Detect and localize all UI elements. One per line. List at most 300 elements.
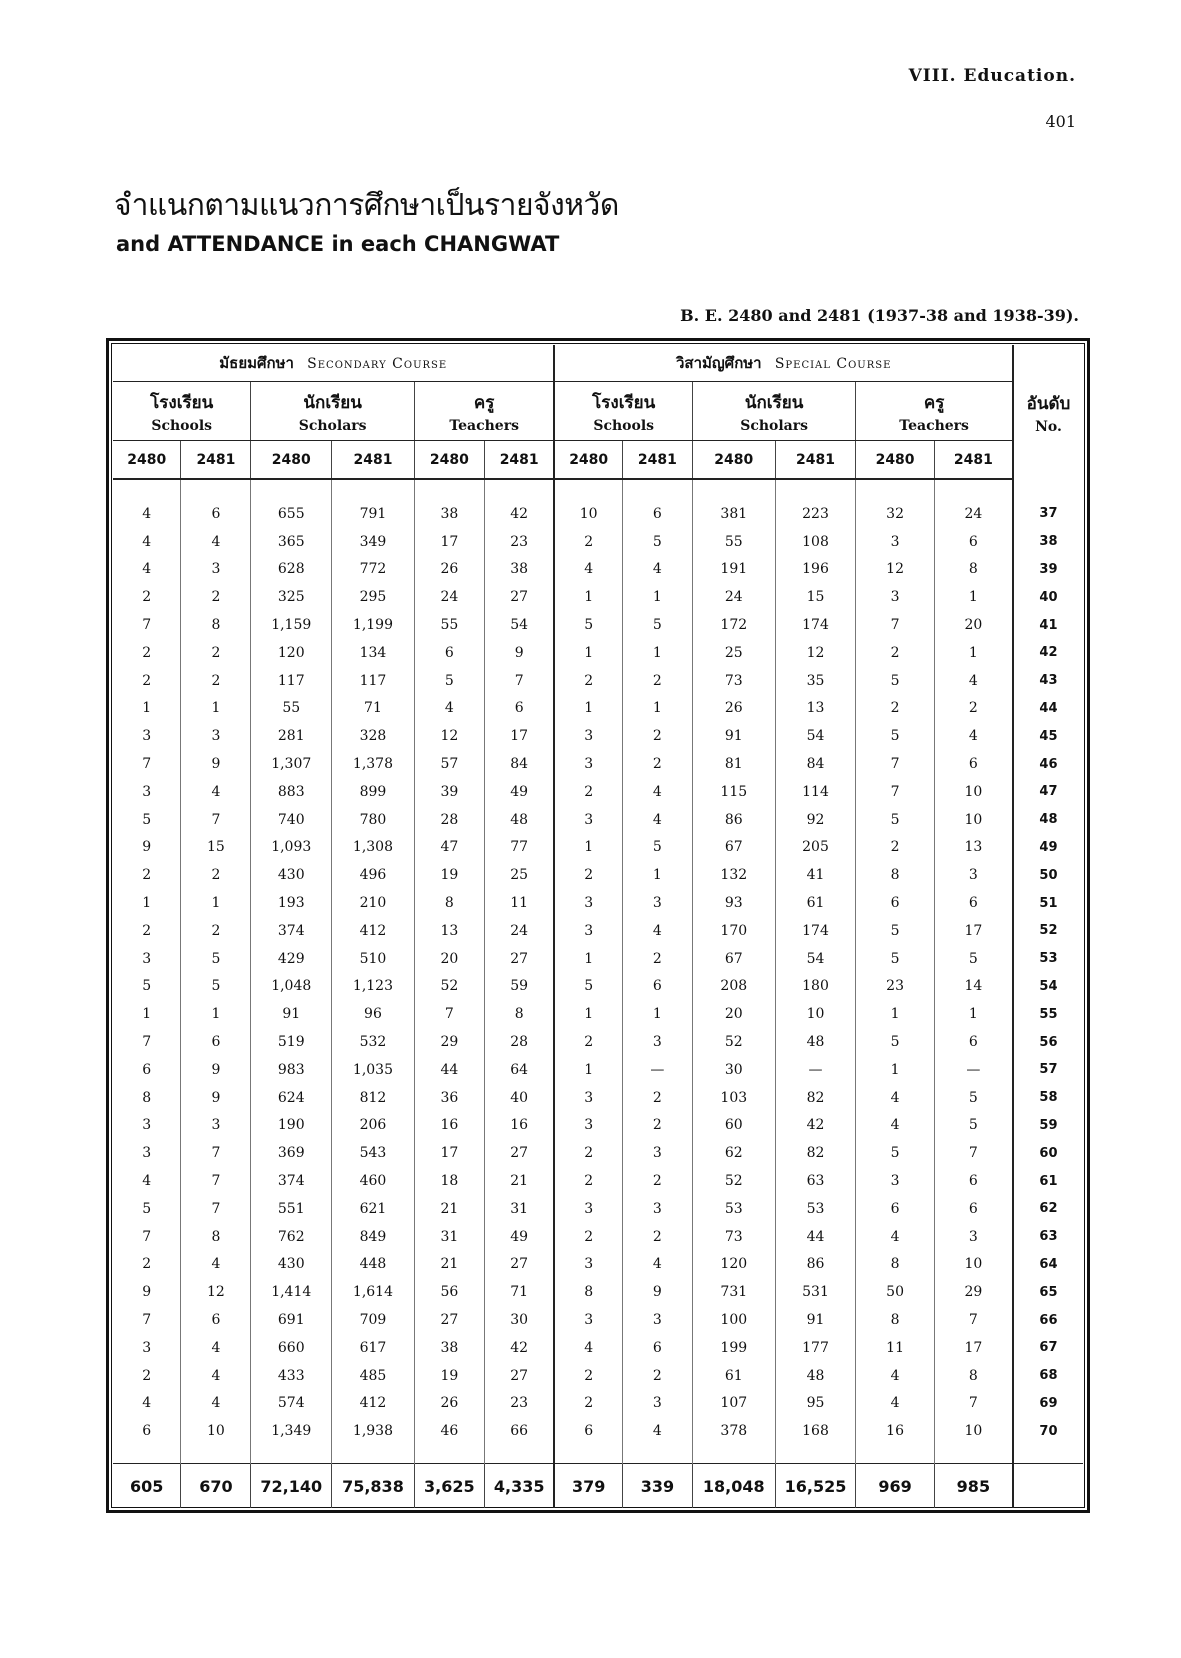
table-cell: 6 — [934, 889, 1013, 917]
table-cell: 780 — [332, 806, 415, 834]
table-cell: 108 — [775, 528, 856, 556]
table-row — [113, 1417, 1083, 1445]
table-cell: 2 — [181, 667, 251, 695]
subhead-secondary-scholars — [251, 382, 414, 441]
table-row — [113, 1390, 1083, 1418]
table-cell: 983 — [251, 1056, 332, 1084]
table-cell: 57 — [414, 750, 484, 778]
statistics-table-frame — [106, 338, 1090, 1513]
table-cell: 7 — [484, 667, 554, 695]
table-cell: 531 — [775, 1278, 856, 1306]
table-cell: 168 — [775, 1417, 856, 1445]
table-cell: 41 — [775, 861, 856, 889]
table-cell: 92 — [775, 806, 856, 834]
table-cell: 5 — [622, 611, 692, 639]
table-cell: 4 — [181, 1362, 251, 1390]
table-cell: 4 — [113, 1390, 181, 1418]
table-cell: 7 — [113, 1028, 181, 1056]
table-cell: 8 — [414, 889, 484, 917]
table-cell: 59 — [484, 973, 554, 1001]
subhead-thai: โรงเรียน — [592, 392, 656, 413]
table-cell: 208 — [692, 973, 775, 1001]
table-cell: 42 — [775, 1112, 856, 1140]
group-head-secondary — [113, 345, 554, 382]
spacer-cell — [414, 479, 484, 500]
subhead-secondary-schools — [113, 382, 251, 441]
table-cell: 4 — [622, 1417, 692, 1445]
table-cell: 2 — [622, 667, 692, 695]
table-cell: 2 — [622, 1084, 692, 1112]
table-cell: 5 — [113, 973, 181, 1001]
table-cell: 31 — [484, 1195, 554, 1223]
table-cell: 1,199 — [332, 611, 415, 639]
table-cell: 1,093 — [251, 834, 332, 862]
table-row — [113, 1112, 1083, 1140]
table-cell: 6 — [484, 695, 554, 723]
table-cell: 1,349 — [251, 1417, 332, 1445]
table-row — [113, 722, 1083, 750]
spacer-cell — [251, 1445, 332, 1464]
table-cell: 39 — [414, 778, 484, 806]
table-cell: 740 — [251, 806, 332, 834]
table-cell: 1 — [554, 583, 622, 611]
row-number: 37 — [1013, 500, 1083, 528]
row-number: 56 — [1013, 1028, 1083, 1056]
table-cell: 2 — [856, 639, 935, 667]
table-cell: 3 — [113, 778, 181, 806]
table-cell: 17 — [484, 722, 554, 750]
row-number: 58 — [1013, 1084, 1083, 1112]
table-cell: 16 — [414, 1112, 484, 1140]
table-row — [113, 1028, 1083, 1056]
year-head: 2481 — [332, 441, 415, 480]
table-cell: 2 — [181, 583, 251, 611]
table-cell: 23 — [856, 973, 935, 1001]
table-cell: 6 — [934, 1167, 1013, 1195]
table-cell: 5 — [934, 945, 1013, 973]
table-row — [113, 1195, 1083, 1223]
table-cell: 25 — [484, 861, 554, 889]
title-thai: จำแนกตามแนวการศึกษาเป็นรายจังหวัด — [114, 188, 619, 223]
table-cell: 8 — [554, 1278, 622, 1306]
table-cell: 6 — [856, 889, 935, 917]
table-cell: 4 — [934, 722, 1013, 750]
table-cell: 1,614 — [332, 1278, 415, 1306]
row-number: 60 — [1013, 1139, 1083, 1167]
table-cell: 27 — [484, 1362, 554, 1390]
table-cell: 849 — [332, 1223, 415, 1251]
year-header-row — [113, 441, 1083, 480]
table-cell: 8 — [856, 1306, 935, 1334]
table-row — [113, 1278, 1083, 1306]
table-cell: 16 — [856, 1417, 935, 1445]
table-cell: 628 — [251, 556, 332, 584]
table-row — [113, 1334, 1083, 1362]
table-cell: 10 — [775, 1000, 856, 1028]
spacer-cell — [934, 1445, 1013, 1464]
table-cell: 2 — [113, 1362, 181, 1390]
table-cell: 4 — [622, 1251, 692, 1279]
table-cell: 48 — [775, 1362, 856, 1390]
table-cell: 210 — [332, 889, 415, 917]
spacer-cell — [622, 479, 692, 500]
table-cell: 3 — [856, 528, 935, 556]
table-cell: 48 — [775, 1028, 856, 1056]
table-cell: — — [775, 1056, 856, 1084]
table-cell: 3 — [622, 889, 692, 917]
table-cell: 4 — [113, 528, 181, 556]
subhead-thai: ครู — [473, 392, 495, 413]
table-cell: 1,414 — [251, 1278, 332, 1306]
table-cell: 38 — [414, 1334, 484, 1362]
row-number: 52 — [1013, 917, 1083, 945]
table-cell: 91 — [251, 1000, 332, 1028]
table-row — [113, 834, 1083, 862]
table-cell: 1,035 — [332, 1056, 415, 1084]
table-cell: 460 — [332, 1167, 415, 1195]
table-cell: 11 — [856, 1334, 935, 1362]
year-head: 2481 — [775, 441, 856, 480]
table-cell: 3 — [113, 722, 181, 750]
table-cell: 429 — [251, 945, 332, 973]
table-row — [113, 667, 1083, 695]
table-cell: 15 — [181, 834, 251, 862]
table-cell: 2 — [622, 722, 692, 750]
table-cell: 1,938 — [332, 1417, 415, 1445]
table-cell: 9 — [181, 750, 251, 778]
table-cell: 5 — [856, 945, 935, 973]
table-cell: 170 — [692, 917, 775, 945]
table-cell: 365 — [251, 528, 332, 556]
table-cell: 7 — [856, 750, 935, 778]
table-cell: 3 — [622, 1139, 692, 1167]
table-cell: 42 — [484, 500, 554, 528]
total-cell: 18,048 — [692, 1464, 775, 1509]
table-cell: 7 — [856, 611, 935, 639]
table-cell: 10 — [181, 1417, 251, 1445]
table-cell: 61 — [692, 1362, 775, 1390]
table-cell: 13 — [934, 834, 1013, 862]
table-cell: 4 — [856, 1362, 935, 1390]
table-cell: 281 — [251, 722, 332, 750]
table-cell: 84 — [484, 750, 554, 778]
table-cell: 1,159 — [251, 611, 332, 639]
table-cell: 8 — [181, 1223, 251, 1251]
subhead-thai: โรงเรียน — [150, 392, 214, 413]
subhead-special-schools — [554, 382, 692, 441]
table-cell: 55 — [251, 695, 332, 723]
table-cell: 1 — [181, 1000, 251, 1028]
group-thai-special: วิสามัญศึกษา — [676, 354, 762, 372]
table-cell: 28 — [414, 806, 484, 834]
subhead-english: Scholars — [298, 417, 367, 434]
page-number: 401 — [1045, 112, 1076, 131]
table-cell: 44 — [775, 1223, 856, 1251]
table-cell: 6 — [554, 1417, 622, 1445]
table-cell: 4 — [856, 1112, 935, 1140]
spacer-cell — [775, 1445, 856, 1464]
table-cell: 485 — [332, 1362, 415, 1390]
table-cell: 1 — [934, 583, 1013, 611]
row-number: 65 — [1013, 1278, 1083, 1306]
table-cell: 196 — [775, 556, 856, 584]
year-head: 2481 — [622, 441, 692, 480]
table-cell: 172 — [692, 611, 775, 639]
row-number: 68 — [1013, 1362, 1083, 1390]
number-column-head — [1013, 345, 1083, 479]
table-cell: 12 — [775, 639, 856, 667]
table-cell: 96 — [332, 1000, 415, 1028]
table-cell: 114 — [775, 778, 856, 806]
table-cell: 4 — [181, 778, 251, 806]
table-cell: 1 — [622, 1000, 692, 1028]
table-cell: 174 — [775, 611, 856, 639]
table-cell: 55 — [414, 611, 484, 639]
subhead-english: Scholars — [740, 417, 809, 434]
table-cell: 2 — [554, 778, 622, 806]
table-cell: 62 — [692, 1139, 775, 1167]
table-cell: 24 — [692, 583, 775, 611]
table-cell: 349 — [332, 528, 415, 556]
table-cell: 73 — [692, 667, 775, 695]
table-cell: 177 — [775, 1334, 856, 1362]
table-row — [113, 611, 1083, 639]
table-cell: 412 — [332, 1390, 415, 1418]
table-cell: 8 — [181, 611, 251, 639]
table-cell: 10 — [934, 806, 1013, 834]
table-cell: 206 — [332, 1112, 415, 1140]
spacer-cell — [1013, 1445, 1083, 1464]
table-cell: 5 — [181, 945, 251, 973]
row-number: 54 — [1013, 973, 1083, 1001]
table-cell: 82 — [775, 1084, 856, 1112]
table-cell: 5 — [856, 722, 935, 750]
table-cell: 38 — [484, 556, 554, 584]
table-cell: 1 — [554, 695, 622, 723]
table-cell: 3 — [622, 1195, 692, 1223]
table-cell: 6 — [856, 1195, 935, 1223]
table-cell: 3 — [181, 1112, 251, 1140]
table-cell: 899 — [332, 778, 415, 806]
table-cell: 7 — [934, 1390, 1013, 1418]
table-cell: 21 — [414, 1251, 484, 1279]
table-cell: 56 — [414, 1278, 484, 1306]
table-cell: 50 — [856, 1278, 935, 1306]
table-cell: 4 — [113, 1167, 181, 1195]
totals-row — [113, 1464, 1083, 1509]
subhead-english: Schools — [151, 417, 213, 434]
table-row — [113, 500, 1083, 528]
table-row — [113, 1139, 1083, 1167]
table-cell: 36 — [414, 1084, 484, 1112]
table-cell: 5 — [856, 917, 935, 945]
row-number: 57 — [1013, 1056, 1083, 1084]
table-cell: 27 — [414, 1306, 484, 1334]
row-number: 46 — [1013, 750, 1083, 778]
group-english-secondary: Secondary Course — [307, 356, 448, 372]
total-cell: 969 — [856, 1464, 935, 1509]
title-english: and ATTENDANCE in each CHANGWAT — [116, 232, 560, 256]
table-cell: 4 — [622, 556, 692, 584]
table-cell: 1 — [113, 1000, 181, 1028]
table-cell: 3 — [554, 1084, 622, 1112]
table-cell: 731 — [692, 1278, 775, 1306]
total-cell: 4,335 — [484, 1464, 554, 1509]
table-cell: 86 — [775, 1251, 856, 1279]
table-cell: 3 — [622, 1028, 692, 1056]
table-cell: 5 — [181, 973, 251, 1001]
table-cell: 7 — [181, 1167, 251, 1195]
table-cell: 7 — [181, 1139, 251, 1167]
table-cell: 8 — [934, 556, 1013, 584]
table-cell: 1 — [554, 945, 622, 973]
year-head: 2481 — [181, 441, 251, 480]
table-cell: 4 — [856, 1390, 935, 1418]
table-cell: 2 — [554, 1223, 622, 1251]
table-cell: 2 — [181, 917, 251, 945]
row-number: 69 — [1013, 1390, 1083, 1418]
table-cell: 5 — [856, 806, 935, 834]
table-cell: 2 — [554, 667, 622, 695]
table-cell: 883 — [251, 778, 332, 806]
table-cell: 8 — [856, 861, 935, 889]
table-cell: 1 — [181, 695, 251, 723]
table-cell: 3 — [934, 861, 1013, 889]
table-cell: 52 — [692, 1028, 775, 1056]
table-cell: 3 — [181, 722, 251, 750]
table-cell: 510 — [332, 945, 415, 973]
table-cell: 2 — [934, 695, 1013, 723]
table-cell: 3 — [554, 1112, 622, 1140]
table-cell: 3 — [856, 1167, 935, 1195]
table-cell: 412 — [332, 917, 415, 945]
table-cell: 24 — [484, 917, 554, 945]
table-cell: 7 — [113, 1306, 181, 1334]
table-cell: 193 — [251, 889, 332, 917]
table-cell: 71 — [332, 695, 415, 723]
table-cell: 19 — [414, 1362, 484, 1390]
table-cell: 1,048 — [251, 973, 332, 1001]
table-cell: 9 — [484, 639, 554, 667]
table-row — [113, 889, 1083, 917]
table-cell: 5 — [414, 667, 484, 695]
table-cell: 63 — [775, 1167, 856, 1195]
table-cell: 812 — [332, 1084, 415, 1112]
table-cell: 52 — [414, 973, 484, 1001]
table-cell: 5 — [113, 806, 181, 834]
table-cell: 16 — [484, 1112, 554, 1140]
table-cell: 4 — [181, 1334, 251, 1362]
table-cell: 6 — [934, 1028, 1013, 1056]
table-cell: 7 — [934, 1139, 1013, 1167]
table-cell: 54 — [484, 611, 554, 639]
table-cell: 762 — [251, 1223, 332, 1251]
table-cell: 103 — [692, 1084, 775, 1112]
table-cell: 46 — [414, 1417, 484, 1445]
table-cell: 1,123 — [332, 973, 415, 1001]
table-cell: 42 — [484, 1334, 554, 1362]
table-cell: 47 — [414, 834, 484, 862]
table-cell: 325 — [251, 583, 332, 611]
row-number: 39 — [1013, 556, 1083, 584]
table-cell: 5 — [856, 1028, 935, 1056]
year-head: 2480 — [554, 441, 622, 480]
table-cell: 2 — [113, 583, 181, 611]
table-cell: 5 — [856, 1139, 935, 1167]
years-line: B. E. 2480 and 2481 (1937-38 and 1938-39). — [680, 306, 1079, 325]
row-number: 38 — [1013, 528, 1083, 556]
table-cell: 1 — [181, 889, 251, 917]
table-cell: 3 — [622, 1390, 692, 1418]
table-cell: 6 — [113, 1417, 181, 1445]
table-cell: 95 — [775, 1390, 856, 1418]
row-number: 70 — [1013, 1417, 1083, 1445]
table-row — [113, 945, 1083, 973]
table-cell: 3 — [622, 1306, 692, 1334]
table-cell: 2 — [856, 695, 935, 723]
table-cell: 17 — [934, 1334, 1013, 1362]
table-cell: 67 — [692, 834, 775, 862]
table-cell: 1 — [856, 1000, 935, 1028]
row-number: 63 — [1013, 1223, 1083, 1251]
spacer-cell — [332, 479, 415, 500]
table-cell: 6 — [622, 1334, 692, 1362]
table-cell: 1,308 — [332, 834, 415, 862]
table-row — [113, 1306, 1083, 1334]
table-cell: 3 — [113, 1112, 181, 1140]
table-cell: 9 — [113, 834, 181, 862]
subhead-thai: นักเรียน — [744, 392, 804, 413]
table-cell: 691 — [251, 1306, 332, 1334]
table-cell: 107 — [692, 1390, 775, 1418]
table-cell: 543 — [332, 1139, 415, 1167]
statistics-table — [113, 345, 1083, 1508]
row-number: 47 — [1013, 778, 1083, 806]
table-cell: 27 — [484, 945, 554, 973]
table-cell: 134 — [332, 639, 415, 667]
table-cell: 190 — [251, 1112, 332, 1140]
table-cell: 9 — [181, 1084, 251, 1112]
spacer-cell — [554, 1445, 622, 1464]
year-head: 2480 — [414, 441, 484, 480]
table-cell: 6 — [181, 1306, 251, 1334]
table-cell: 1 — [554, 1056, 622, 1084]
table-row — [113, 750, 1083, 778]
table-cell: 28 — [484, 1028, 554, 1056]
table-cell: 27 — [484, 583, 554, 611]
table-cell: 61 — [775, 889, 856, 917]
table-cell: 23 — [484, 1390, 554, 1418]
table-cell: 2 — [113, 1251, 181, 1279]
table-cell: 17 — [414, 528, 484, 556]
table-cell: 574 — [251, 1390, 332, 1418]
table-cell: 174 — [775, 917, 856, 945]
table-cell: 2 — [554, 1362, 622, 1390]
table-cell: 5 — [554, 611, 622, 639]
table-cell: 1 — [856, 1056, 935, 1084]
subhead-english: Teachers — [899, 417, 969, 434]
table-cell: 81 — [692, 750, 775, 778]
year-head: 2481 — [934, 441, 1013, 480]
table-cell: 3 — [554, 722, 622, 750]
table-cell: 25 — [692, 639, 775, 667]
table-cell: 3 — [554, 806, 622, 834]
total-cell: 670 — [181, 1464, 251, 1509]
table-cell: 44 — [414, 1056, 484, 1084]
table-cell: 21 — [484, 1167, 554, 1195]
table-cell: 10 — [934, 1417, 1013, 1445]
table-cell: 2 — [113, 667, 181, 695]
